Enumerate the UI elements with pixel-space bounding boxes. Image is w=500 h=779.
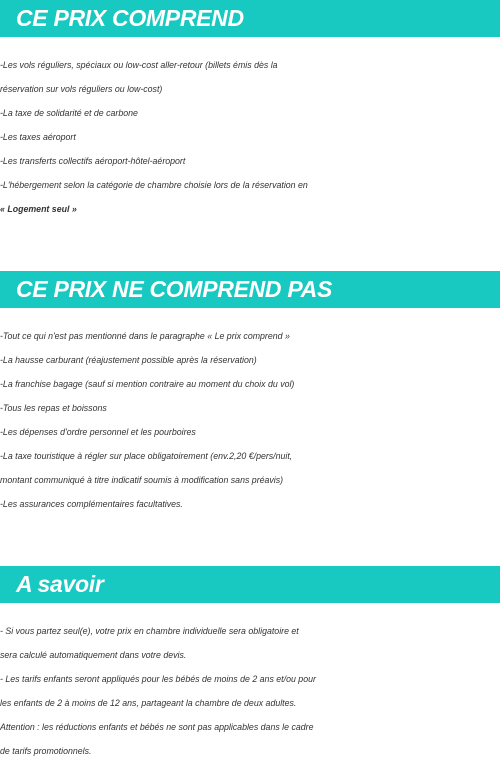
section-good-to-know (0, 566, 500, 763)
section-price-excludes (0, 271, 500, 516)
text-line: - Les tarifs enfants seront appliqués pour les bébés de moins de 2 ans et/ou pour (0, 674, 316, 684)
section-body (0, 324, 500, 516)
text-line: -Les assurances complémentaires facultatives. (0, 499, 183, 509)
text-line: montant communiqué à titre indicatif soumis à modification sans préavis) (0, 475, 284, 485)
text-line: - Si vous partez seul(e), votre prix en chambre individuelle sera obligatoire et (0, 626, 299, 636)
text-line: -Tout ce qui n'est pas mentionné dans le paragraphe « Le prix comprend » (0, 331, 290, 341)
text-line: Attention : les réductions enfants et bébés ne sont pas applicables dans le cadre (0, 722, 314, 732)
text-line: -Tous les repas et boissons (0, 403, 107, 413)
section-body (0, 53, 500, 221)
text-line: -La taxe touristique à régler sur place obligatoirement (env.2,20 €/pers/nuit, (0, 451, 293, 461)
section-title: CE PRIX NE COMPREND PAS (0, 271, 500, 308)
text-line: -L'hébergement selon la catégorie de chambre choisie lors de la réservation en (0, 180, 308, 190)
section-title: CE PRIX COMPREND (0, 0, 500, 37)
section-body (0, 619, 500, 763)
section-title: A savoir (0, 566, 500, 603)
text-line: les enfants de 2 à moins de 12 ans, partageant la chambre de deux adultes. (0, 698, 297, 708)
section-price-includes (0, 0, 500, 221)
text-line: -Les vols réguliers, spéciaux ou low-cost aller-retour (billets émis dès la (0, 60, 278, 70)
text-line: de tarifs promotionnels. (0, 746, 92, 756)
text-line: -La taxe de solidarité et de carbone (0, 108, 138, 118)
text-line: -Les taxes aéroport (0, 132, 76, 142)
text-line: réservation sur vols réguliers ou low-cost) (0, 84, 163, 94)
text-line: sera calculé automatiquement dans votre devis. (0, 650, 187, 660)
text-line: -Les transferts collectifs aéroport-hôtel-aéroport (0, 156, 186, 166)
text-line: -La franchise bagage (sauf si mention contraire au moment du choix du vol) (0, 379, 295, 389)
text-line: -La hausse carburant (réajustement possible après la réservation) (0, 355, 257, 365)
text-line: -Les dépenses d'ordre personnel et les pourboires (0, 427, 196, 437)
text-line-bold: « Logement seul » (0, 204, 77, 214)
